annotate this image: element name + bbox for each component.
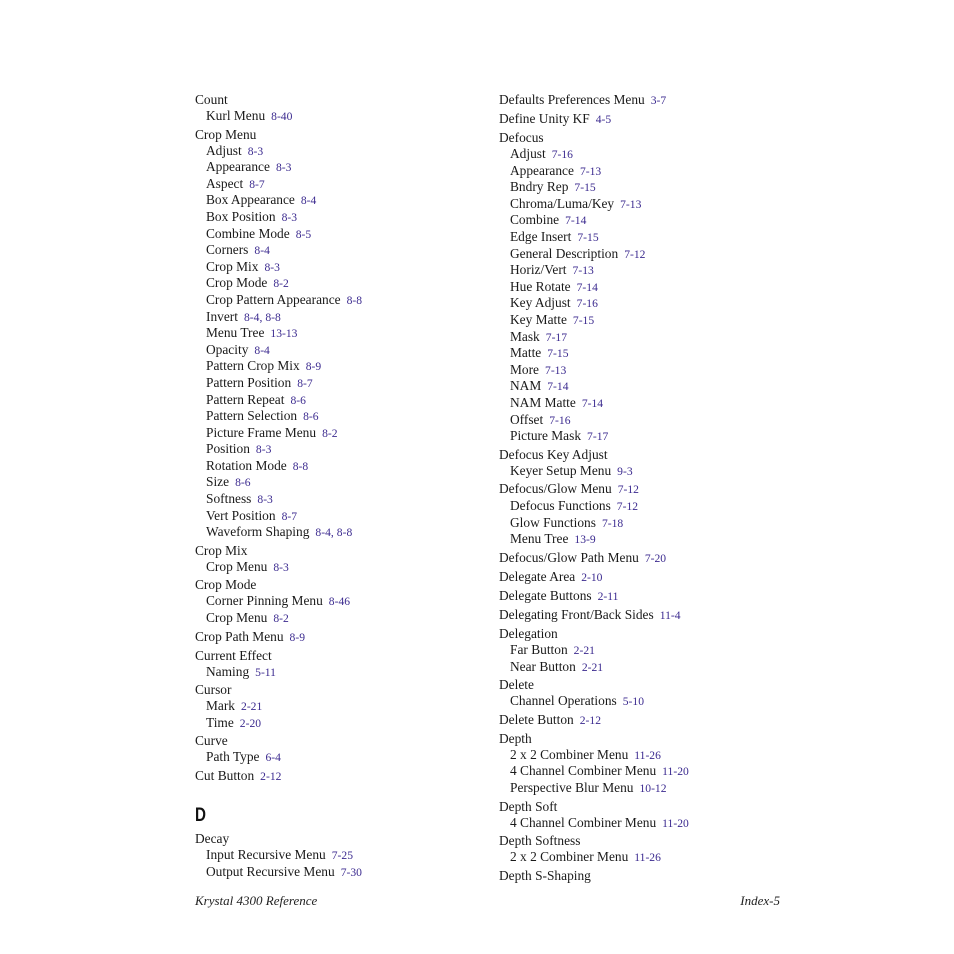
index-term	[195, 543, 475, 559]
index-term-label: Curve	[195, 733, 228, 749]
index-subentry-label: Opacity	[206, 341, 249, 357]
index-subentry-label: Appearance	[206, 159, 270, 175]
index-term-label: Delegating Front/Back Sides	[499, 607, 654, 623]
page-reference-link[interactable]: 7-14	[547, 380, 569, 394]
index-entry	[499, 447, 799, 480]
index-entry	[195, 543, 475, 576]
index-subentry-label: Mark	[206, 698, 236, 714]
index-subentry	[195, 259, 475, 276]
page-reference-link[interactable]: 7-16	[549, 413, 571, 427]
index-subentry	[195, 425, 475, 442]
index-entry	[499, 130, 799, 445]
index-term	[499, 588, 799, 605]
index-term-label: Defocus/Glow Path Menu	[499, 550, 639, 566]
index-subentry-label: Keyer Setup Menu	[510, 462, 612, 478]
index-entry	[499, 607, 799, 624]
page-reference-link[interactable]: 2-10	[581, 571, 603, 585]
page-reference-link[interactable]: 13-13	[270, 327, 298, 341]
index-subentry-label: Crop Menu	[206, 610, 268, 626]
page-reference-link[interactable]: 9-3	[617, 464, 633, 478]
index-subentry	[499, 329, 799, 346]
index-term	[195, 127, 475, 143]
index-subentry-label: Box Position	[206, 208, 276, 224]
index-subentry-label: Combine	[510, 212, 560, 228]
page-reference-link[interactable]: 8-2	[273, 612, 289, 626]
page-reference-link[interactable]: 8-4	[254, 343, 270, 357]
index-subentry-label: Corners	[206, 242, 249, 258]
index-term-label: Delete	[499, 677, 534, 693]
index-subentry-label: Defocus Functions	[510, 498, 611, 514]
page-reference-link[interactable]: 7-16	[576, 297, 598, 311]
index-subentry-label: Menu Tree	[510, 531, 569, 547]
index-subentry-label: More	[510, 361, 540, 377]
index-subentry-label: Bndry Rep	[510, 179, 569, 195]
index-subentry	[499, 763, 799, 780]
page-reference-link[interactable]: 11-4	[659, 609, 681, 623]
index-term-label: Cursor	[195, 682, 232, 698]
index-subentry-label: Edge Insert	[510, 228, 572, 244]
index-term	[499, 92, 799, 109]
page-reference-link[interactable]: 8-46	[328, 595, 351, 609]
index-subentry	[195, 309, 475, 326]
index-term	[499, 111, 799, 128]
index-subentry-label: Picture Mask	[510, 428, 582, 444]
index-term	[499, 607, 799, 624]
index-term	[499, 712, 799, 729]
index-term-label: Delegation	[499, 626, 558, 642]
page-reference-link[interactable]: 11-26	[634, 748, 661, 762]
index-term-label: Crop Mix	[195, 542, 248, 558]
page-reference-link[interactable]: 7-20	[644, 552, 667, 566]
page-reference-link[interactable]: 8-7	[281, 509, 298, 523]
page-reference-link[interactable]: 8-9	[305, 360, 322, 374]
page-reference-link[interactable]: 8-2	[322, 426, 338, 440]
index-entry	[499, 92, 799, 109]
index-subentry-label: Kurl Menu	[206, 108, 266, 123]
index-column-left	[195, 92, 475, 882]
index-term-label: Decay	[195, 831, 230, 846]
index-subentry	[499, 312, 799, 329]
index-subentry-label: 2 x 2 Combiner Menu	[510, 746, 629, 762]
index-subentry	[195, 664, 475, 681]
index-term	[499, 550, 799, 567]
index-subentry-label: Crop Mode	[206, 275, 268, 291]
page-reference-link[interactable]: 7-14	[576, 280, 598, 294]
index-subentry-label: Output Recursive Menu	[206, 863, 335, 879]
index-entry	[499, 833, 799, 866]
index-subentry	[195, 610, 475, 627]
index-subentry-label: Adjust	[510, 146, 546, 161]
index-subentry-label: Pattern Crop Mix	[206, 358, 300, 374]
index-subentry-label: Crop Pattern Appearance	[206, 291, 341, 307]
page-reference-link[interactable]: 7-14	[565, 214, 587, 228]
index-entry	[499, 626, 799, 675]
page-reference-link[interactable]: 8-6	[235, 476, 251, 490]
page-reference-link[interactable]: 8-7	[297, 376, 313, 390]
page-reference-link[interactable]: 7-12	[616, 500, 639, 514]
index-subentry	[195, 325, 475, 342]
index-subentry-label: 2 x 2 Combiner Menu	[510, 849, 629, 865]
index-term	[499, 447, 799, 463]
index-subentry	[195, 715, 475, 732]
index-subentry-label: Naming	[206, 663, 250, 679]
index-term-label: Depth S-Shaping	[499, 867, 591, 883]
index-subentry	[499, 693, 799, 710]
page-reference-link[interactable]: 7-13	[545, 363, 567, 377]
index-subentry	[195, 749, 475, 766]
page-reference-link[interactable]: 7-15	[572, 313, 595, 327]
index-subentry	[499, 279, 799, 296]
page-separator: ,	[330, 526, 334, 540]
index-subentry	[499, 747, 799, 764]
index-term	[499, 130, 799, 146]
index-subentry-label: 4 Channel Combiner Menu	[510, 763, 657, 779]
index-subentry	[499, 362, 799, 379]
index-column-right	[499, 92, 799, 886]
index-term	[195, 648, 475, 664]
index-subentry	[499, 780, 799, 797]
index-entry	[195, 682, 475, 731]
index-subentry-label: Horiz/Vert	[510, 262, 567, 278]
index-term	[195, 577, 475, 593]
index-term	[499, 868, 799, 884]
index-term-label: Depth	[499, 730, 532, 746]
index-subentry	[499, 246, 799, 263]
page-reference-link[interactable]: 2-12	[260, 770, 282, 783]
index-subentry-label: Pattern Repeat	[206, 391, 285, 407]
index-entry	[195, 629, 475, 646]
index-term-label: Delete Button	[499, 711, 574, 727]
index-subentry	[499, 815, 799, 832]
index-subentry	[499, 262, 799, 279]
page-reference-link[interactable]: 7-14	[581, 396, 604, 410]
index-subentry	[195, 209, 475, 226]
index-subentry	[499, 395, 799, 412]
index-subentry-label: Rotation Mode	[206, 457, 287, 473]
index-term-label: Current Effect	[195, 647, 272, 663]
page-reference-link[interactable]: 8-40	[271, 110, 293, 123]
page-reference-link[interactable]: 10-12	[639, 782, 667, 796]
index-term	[499, 677, 799, 693]
index-subentry	[499, 428, 799, 445]
index-subentry	[499, 229, 799, 246]
index-subentry	[195, 847, 475, 864]
index-subentry	[195, 242, 475, 259]
index-subentry-label: Combine Mode	[206, 225, 290, 241]
index-entry	[195, 577, 475, 626]
index-entry	[499, 111, 799, 128]
index-subentry	[499, 412, 799, 429]
index-subentry-label: Box Appearance	[206, 192, 295, 208]
index-subentry	[499, 642, 799, 659]
index-subentry	[499, 163, 799, 180]
index-subentry-label: Adjust	[206, 142, 242, 158]
index-subentry	[499, 295, 799, 312]
index-entry	[499, 569, 799, 586]
index-subentry	[499, 196, 799, 213]
page-reference-link[interactable]: 2-11	[597, 590, 619, 604]
index-subentry	[195, 226, 475, 243]
page-reference-link[interactable]: 7-25	[331, 849, 354, 862]
page-reference-link[interactable]: 8-7	[249, 177, 265, 191]
index-subentry	[195, 108, 475, 125]
index-term	[195, 831, 475, 847]
index-term-label: Defocus/Glow Menu	[499, 481, 612, 497]
index-subentry-label: Key Adjust	[510, 295, 571, 311]
page-reference-link[interactable]: 6-4	[265, 751, 281, 765]
index-subentry	[195, 559, 475, 576]
page-reference-link[interactable]: 7-17	[587, 430, 609, 444]
index-term-label: Crop Menu	[195, 126, 257, 142]
index-entry	[195, 831, 475, 880]
page-reference-link[interactable]: 2-21	[241, 700, 263, 714]
index-subentry-label: Softness	[206, 491, 252, 507]
page-separator: ,	[259, 310, 263, 324]
index-term-label: Crop Path Menu	[195, 628, 284, 644]
index-term-label: Defaults Preferences Menu	[499, 92, 645, 107]
index-subentry	[499, 531, 799, 548]
page-reference-link[interactable]: 3-7	[650, 94, 667, 107]
index-term-label: Crop Mode	[195, 577, 257, 593]
page-reference-link[interactable]: 2-21	[581, 660, 604, 674]
index-entry	[195, 648, 475, 681]
index-subentry-label: Waveform Shaping	[206, 524, 310, 540]
footer-title: Krystal 4300 Reference	[195, 893, 318, 908]
index-term	[499, 731, 799, 747]
index-entry	[499, 712, 799, 729]
index-subentry	[499, 345, 799, 362]
index-subentry	[195, 392, 475, 409]
index-subentry-label: Pattern Position	[206, 374, 292, 390]
index-subentry	[195, 593, 475, 610]
index-subentry	[195, 408, 475, 425]
page-reference-link[interactable]: 4-5	[595, 113, 612, 126]
index-term-label: Defocus	[499, 130, 544, 145]
index-subentry-label: Mask	[510, 328, 540, 344]
index-subentry-label: Corner Pinning Menu	[206, 593, 323, 609]
index-term	[499, 626, 799, 642]
page-reference-link[interactable]: 8-3	[255, 443, 272, 457]
index-subentry	[195, 508, 475, 525]
footer-page-number: Index-5	[740, 893, 780, 908]
index-term-label: Define Unity KF	[499, 111, 590, 126]
page-reference-link[interactable]: 2-21	[573, 644, 595, 658]
index-term	[499, 569, 799, 586]
page-reference-link[interactable]: 8-3	[257, 493, 273, 507]
page-reference-link[interactable]: 8-4	[300, 194, 317, 208]
index-term	[195, 629, 475, 646]
index-subentry-label: Offset	[510, 411, 544, 427]
index-subentry	[195, 491, 475, 508]
index-subentry-label: Invert	[206, 308, 238, 324]
index-subentry	[195, 524, 475, 541]
index-subentry-label: Appearance	[510, 162, 574, 178]
index-entry	[499, 799, 799, 832]
index-subentry	[195, 275, 475, 292]
index-term-label: Depth Soft	[499, 798, 558, 814]
index-entry	[195, 127, 475, 541]
index-term	[195, 682, 475, 698]
index-subentry	[499, 463, 799, 480]
index-subentry-label: 4 Channel Combiner Menu	[510, 814, 657, 830]
page-reference-link[interactable]: 11-20	[662, 765, 689, 779]
index-entry	[499, 550, 799, 567]
page-reference-link[interactable]: 8-5	[295, 227, 312, 241]
index-entry	[499, 481, 799, 548]
page-reference-link[interactable]: 7-13	[620, 197, 642, 211]
index-entry	[499, 868, 799, 884]
index-subentry	[195, 176, 475, 193]
index-subentry	[195, 458, 475, 475]
index-term	[499, 799, 799, 815]
page-reference-link[interactable]: 8-2	[273, 277, 289, 291]
index-term	[499, 481, 799, 498]
index-subentry-label: Picture Frame Menu	[206, 424, 317, 440]
index-subentry	[499, 378, 799, 395]
index-term-label: Count	[195, 92, 228, 107]
index-subentry-label: Matte	[510, 345, 542, 361]
index-subentry-label: Hue Rotate	[510, 278, 571, 294]
index-subentry-label: Time	[206, 714, 234, 730]
section-letter-heading: D	[195, 805, 206, 826]
index-subentry-label: NAM Matte	[510, 394, 576, 410]
index-term	[499, 833, 799, 849]
page-reference-link[interactable]: 7-12	[624, 247, 646, 261]
index-subentry-label: Near Button	[510, 658, 576, 674]
page-reference-link[interactable]: 8-4	[315, 526, 331, 540]
page-reference-link[interactable]: 7-18	[601, 516, 624, 530]
page-reference-link[interactable]: 7-13	[572, 264, 594, 278]
page-reference-link[interactable]: 8-4	[243, 310, 260, 324]
index-subentry	[195, 358, 475, 375]
index-subentry	[195, 143, 475, 160]
index-term	[195, 92, 475, 108]
index-subentry-label: Menu Tree	[206, 325, 265, 341]
index-entry	[499, 731, 799, 797]
index-subentry-label: Size	[206, 474, 230, 490]
index-entry	[195, 92, 475, 125]
index-subentry-label: Crop Mix	[206, 258, 259, 274]
page-reference-link[interactable]: 8-9	[289, 630, 305, 644]
page-reference-link[interactable]: 7-15	[547, 347, 569, 361]
index-subentry-label: Pattern Selection	[206, 408, 298, 424]
index-entry	[499, 677, 799, 710]
index-subentry	[195, 375, 475, 392]
index-subentry	[195, 474, 475, 491]
index-entry	[499, 588, 799, 605]
page-reference-link[interactable]: 7-13	[579, 164, 602, 178]
index-term	[195, 733, 475, 749]
index-subentry	[195, 159, 475, 176]
index-subentry	[499, 146, 799, 163]
index-subentry	[195, 698, 475, 715]
page-reference-link[interactable]: 5-10	[622, 695, 644, 709]
index-subentry	[195, 342, 475, 359]
page-reference-link[interactable]: 7-15	[574, 181, 596, 195]
index-subentry	[499, 659, 799, 676]
index-subentry-label: NAM	[510, 378, 542, 394]
index-term-label: Depth Softness	[499, 833, 581, 849]
index-subentry-label: Far Button	[510, 642, 568, 658]
index-subentry-label: Vert Position	[206, 507, 276, 523]
page-reference-link[interactable]: 7-30	[340, 865, 362, 879]
index-subentry	[499, 849, 799, 866]
page-reference-link[interactable]: 7-15	[577, 230, 599, 244]
page-reference-link[interactable]: 13-9	[574, 533, 596, 547]
index-term-label: Delegate Area	[499, 569, 576, 585]
page-reference-link[interactable]: 8-8	[346, 293, 363, 307]
page-reference-link[interactable]: 8-4	[254, 244, 270, 258]
page-reference-link[interactable]: 8-3	[273, 560, 289, 574]
page-reference-link[interactable]: 8-3	[247, 144, 264, 158]
page-reference-link[interactable]: 8-6	[303, 410, 319, 424]
index-subentry	[499, 179, 799, 196]
index-subentry-label: Aspect	[206, 175, 244, 191]
index-subentry	[195, 441, 475, 458]
index-subentry-label: Channel Operations	[510, 693, 617, 709]
index-subentry	[499, 515, 799, 532]
page-reference-link[interactable]: 2-20	[239, 716, 262, 730]
index-entry	[195, 733, 475, 766]
page-reference-link[interactable]: 8-8	[292, 459, 309, 473]
index-subentry-label: General Description	[510, 245, 619, 261]
page-reference-link[interactable]: 7-12	[617, 483, 639, 497]
index-subentry-label: Perspective Blur Menu	[510, 780, 634, 796]
index-entry	[195, 768, 475, 785]
page-reference-link[interactable]: 5-11	[255, 665, 276, 679]
index-subentry	[499, 498, 799, 515]
page-reference-link[interactable]: 8-3	[264, 260, 280, 274]
page-reference-link[interactable]: 7-17	[545, 330, 568, 344]
index-term	[195, 768, 475, 785]
page-reference-link[interactable]: 8-6	[290, 393, 306, 407]
index-subentry-label: Position	[206, 441, 250, 457]
index-subentry	[195, 292, 475, 309]
index-subentry-label: Glow Functions	[510, 514, 596, 530]
page-reference-link[interactable]: 8-8	[336, 526, 353, 540]
index-subentry	[195, 864, 475, 881]
page-reference-link[interactable]: 11-26	[634, 851, 661, 865]
index-subentry-label: Chroma/Luma/Key	[510, 195, 615, 211]
index-subentry	[195, 192, 475, 209]
index-subentry-label: Input Recursive Menu	[206, 847, 326, 862]
index-subentry	[499, 212, 799, 229]
index-term-label: Defocus Key Adjust	[499, 446, 608, 462]
page-reference-link[interactable]: 11-20	[662, 816, 689, 830]
page-reference-link[interactable]: 2-12	[579, 713, 602, 727]
index-subentry-label: Crop Menu	[206, 558, 268, 574]
page-reference-link[interactable]: 7-16	[551, 148, 573, 161]
page-reference-link[interactable]: 8-3	[275, 161, 292, 175]
page-reference-link[interactable]: 8-3	[281, 210, 298, 224]
index-subentry-label: Key Matte	[510, 311, 567, 327]
index-term-label: Delegate Buttons	[499, 588, 592, 604]
index-subentry-label: Path Type	[206, 749, 260, 765]
index-term-label: Cut Button	[195, 768, 255, 783]
page-reference-link[interactable]: 8-8	[265, 310, 281, 324]
